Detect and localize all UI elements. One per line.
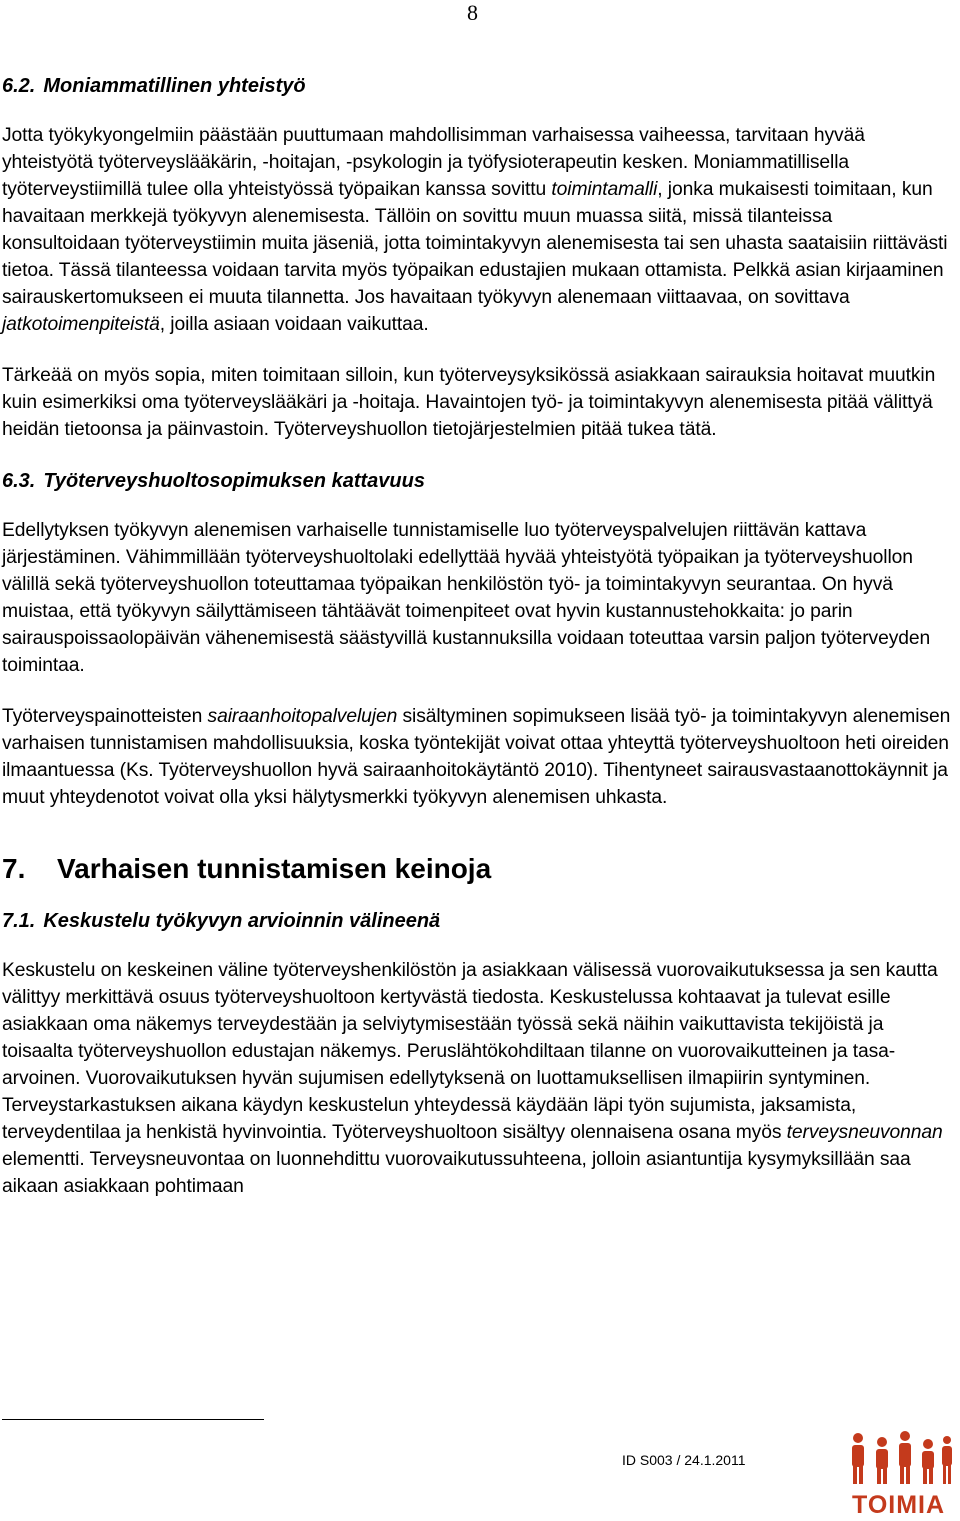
- chapter-number: 7.: [2, 853, 26, 884]
- paragraph-text: Keskustelu on keskeinen väline työterveyshenkilöstön ja asiakkaan välisessä vuorovaikutuksessa ja sen kautta välittyy merkittävä osuus työterveyshuoltoon kertyvästä tiedosta. Keskustelussa kohtaavat ja tulevat esille asiakkaan oma näkemys terveydestään ja selviytymisestään työssä sekä näihin vaikuttavista tekijöistä ja toisaalta työterveyshuollon edustajan näkemys. Peruslähtökohdiltaan tilanne on vuorovaikutteinen ja tasa-arvoinen. Vuorovaikutuksen hyvän sujumisen edellytyksenä on luottamuksellisen ilmapiirin syntyminen. Terveystarkastuksen aikana käydyn keskustelun yhteydessä käydään läpi työn sujumista, jaksamista, terveydentilaa ja henkistä hyvinvointia. Työterveyshuoltoon sisältyy olennaisena osana myös: [2, 960, 938, 1143]
- logo-text: TOIMIA: [852, 1491, 946, 1519]
- paragraph: [2, 362, 952, 443]
- page-number: 8: [467, 0, 478, 25]
- paragraph: [2, 122, 952, 338]
- section-heading-7-1: [2, 907, 952, 935]
- chapter-heading: [2, 851, 952, 887]
- section-number: 7.1.: [2, 910, 36, 932]
- paragraph-text: , joilla asiaan voidaan vaikuttaa.: [159, 314, 429, 335]
- paragraph-text: elementti. Terveysneuvontaa on luonnehdittu vuorovaikutussuhteena, jolloin asiantuntija kysymyksillään saa aikaan asiakkaan pohtimaan: [2, 1149, 911, 1197]
- paragraph: [2, 957, 952, 1200]
- section-title: Moniammatillinen yhteistyö: [43, 75, 306, 97]
- section-number: 6.2.: [2, 75, 36, 97]
- paragraph-text: Jotta työkykyongelmiin päästään puuttumaan mahdollisimman varhaisessa vaiheessa, tarvitaan hyvää yhteistyötä työterveyslääkärin, -hoitajan, -psykologin ja työfysioterapeutin kesken. Moniammatillisella työterveystiimillä tulee olla yhteistyössä työpaikan kanssa sovittu: [2, 125, 865, 200]
- paragraph-text: , jonka mukaisesti toimitaan, kun havaitaan merkkejä työkyvyn alenemisesta. Tällöin on sovittu muun muassa siitä, missä tilanteissa konsultoidaan työterveystiimin muita jäseniä, jotta toimintakyvyn alenemisesta tai sen uhasta saataisiin riittävästi tietoa. Tässä tilanteessa voidaan tarvita myös työpaikan edustajien mukaan ottamista. Pelkkä asian kirjaaminen sairauskertomukseen ei muuta tilannetta. Jos havaitaan työkyvyn alenemaan viittaavaa, on sovittava: [2, 179, 948, 308]
- section-title: Työterveyshuoltosopimuksen kattavuus: [43, 470, 425, 492]
- section-number: 6.3.: [2, 470, 36, 492]
- document-body: [2, 72, 952, 1224]
- emphasis-text: toimintamalli: [551, 179, 658, 200]
- section-heading-6-3: [2, 467, 952, 495]
- chapter-title: Varhaisen tunnistamisen keinoja: [57, 853, 492, 884]
- paragraph-text: Tärkeää on myös sopia, miten toimitaan silloin, kun työterveysyksikössä asiakkaan sairauksia hoitavat muutkin kuin esimerkiksi oma työterveyslääkäri ja -hoitaja. Havaintojen työ- ja toimintakyvyn alenemisesta pitää välittyä heidän tietoonsa ja päinvastoin. Työterveyshuollon tietojärjestelmien pitää tukea tätä.: [2, 365, 936, 440]
- emphasis-text: sairaanhoitopalvelujen: [207, 706, 398, 727]
- paragraph: [2, 517, 952, 679]
- footer-document-id: ID S003 / 24.1.2011: [622, 1452, 746, 1468]
- emphasis-text: jatkotoimenpiteistä: [2, 314, 160, 335]
- paragraph: [2, 703, 952, 811]
- paragraph-text: Edellytyksen työkyvyn alenemisen varhaiselle tunnistamiselle luo työterveyspalvelujen riittävän kattava järjestäminen. Vähimmillään työterveyshuoltolaki edellyttää hyvää yhteistyötä työpaikan ja työterveyshuollon välillä sekä työterveyshuollon toteuttamaa työpaikan henkilöstön työ- ja toimintakyvyn seurantaa. On hyvä muistaa, että työkyvyn säilyttämiseen tähtäävät toimenpiteet ovat hyvin kustannustehokkaita: jo parin sairauspoissaolopäivän vähenemisestä säästyvillä kustannuksilla voidaan toteuttaa varsin paljon työterveyden toimintaa.: [2, 520, 931, 676]
- section-title: Keskustelu työkyvyn arvioinnin välineenä: [43, 910, 441, 932]
- paragraph-text: Työterveyspainotteisten: [2, 706, 208, 727]
- footer-divider: [2, 1419, 264, 1420]
- paragraph-text: sisältyminen sopimukseen lisää työ- ja toimintakyvyn alenemisen varhaisen tunnistamisen mahdollisuuksia, koska työntekijät voivat ottaa yhteyttä työterveyshuoltoon heti oireiden ilmaantuessa (Ks. Työterveyshuollon hyvä sairaanhoitokäytäntö 2010). Tihentyneet sairausvastaanottokäynnit ja muut yhteydenotot voivat olla yksi hälytysmerkki työkyvyn alenemisen uhkasta.: [2, 706, 951, 808]
- emphasis-text: terveysneuvonnan: [786, 1122, 943, 1143]
- section-heading-6-2: [2, 72, 952, 100]
